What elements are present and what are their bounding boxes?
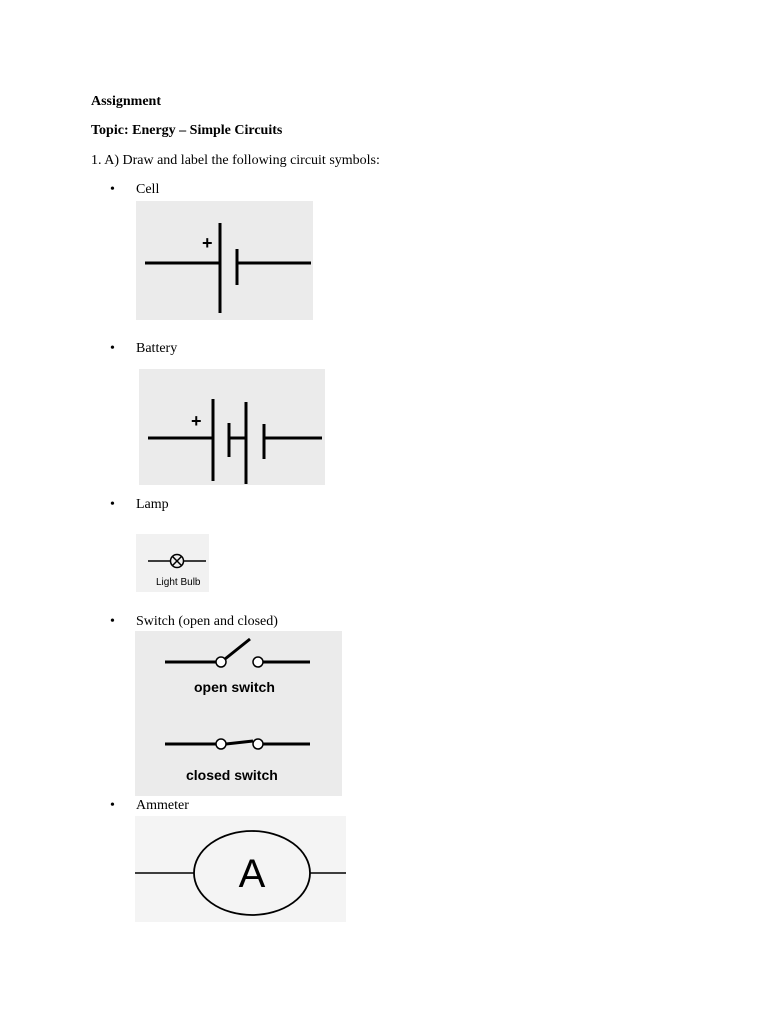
cell-symbol-image <box>136 201 313 320</box>
item-label-cell: Cell <box>136 182 160 197</box>
battery-plus-label: + <box>191 411 202 431</box>
bullet-cell: • <box>110 182 115 197</box>
assignment-heading: Assignment <box>91 94 162 109</box>
ammeter-letter: A <box>238 852 266 896</box>
item-label-switch: Switch (open and closed) <box>136 614 278 629</box>
cell-plus-label: + <box>202 233 213 253</box>
item-label-ammeter: Ammeter <box>136 798 189 813</box>
switch-symbol-image <box>135 631 342 796</box>
open-switch-caption: open switch <box>194 679 275 695</box>
bullet-battery: • <box>110 341 115 356</box>
bullet-lamp: • <box>110 497 115 512</box>
ammeter-symbol-image <box>135 816 346 922</box>
battery-symbol-image <box>139 369 325 485</box>
topic-heading: Topic: Energy – Simple Circuits <box>91 123 283 138</box>
lamp-symbol-image <box>136 534 209 592</box>
bullet-switch: • <box>110 614 115 629</box>
lamp-caption: Light Bulb <box>156 577 201 588</box>
closed-switch-caption: closed switch <box>186 767 278 783</box>
item-label-lamp: Lamp <box>136 497 169 512</box>
question-text: 1. A) Draw and label the following circuit symbols: <box>91 153 380 168</box>
bullet-ammeter: • <box>110 798 115 813</box>
item-label-battery: Battery <box>136 341 178 356</box>
